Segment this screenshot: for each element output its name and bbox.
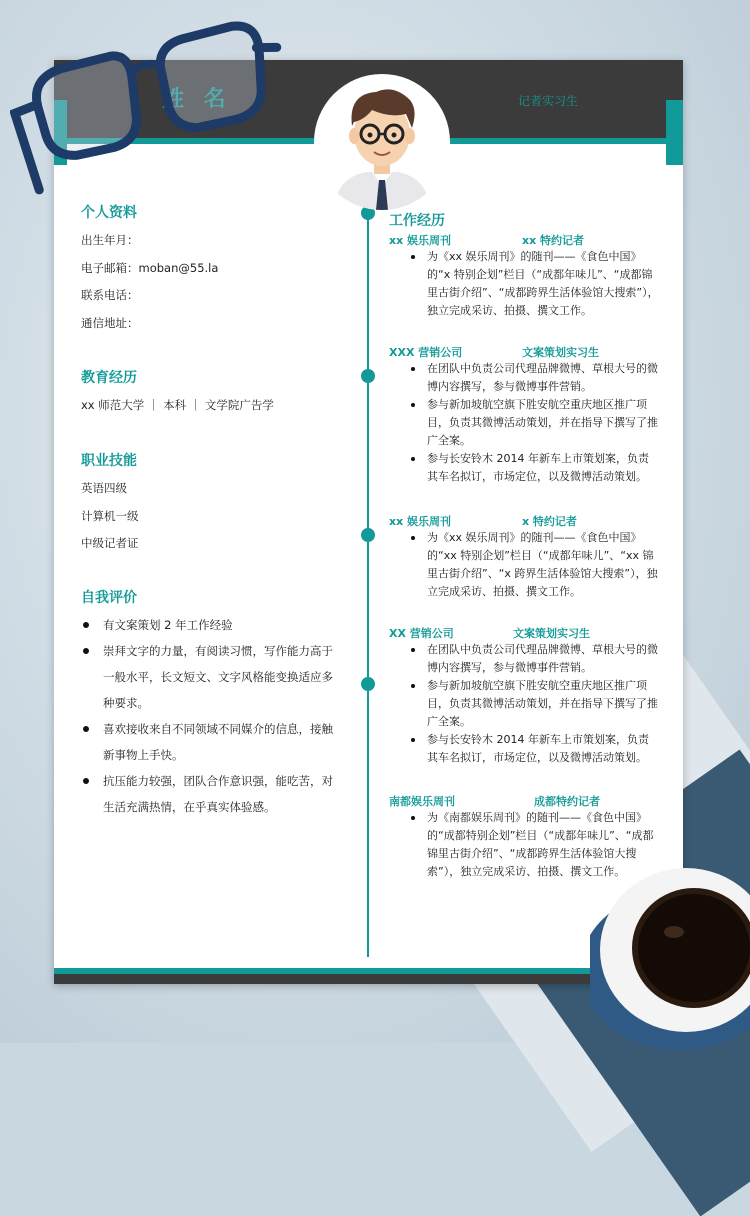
self-eval-item: 崇拜文字的力量，有阅读习惯，写作能力高于一般水平，长文短文、文字风格能变换适应多种要求。 bbox=[81, 638, 343, 716]
job-bullet: 参与长安铃木 2014 年新车上市策划案，负责其车名拟订，市场定位，以及微博活动策划。 bbox=[389, 731, 659, 767]
job-role: x 特约记者 bbox=[522, 515, 577, 528]
job-header bbox=[389, 625, 659, 641]
self-eval-list bbox=[81, 612, 343, 820]
job-entry bbox=[389, 625, 659, 767]
job-bullets bbox=[389, 360, 659, 486]
section-title-education: 教育经历 bbox=[81, 370, 137, 386]
job-entry bbox=[389, 232, 659, 320]
skill-item: 计算机一级 bbox=[81, 509, 139, 523]
footer-band bbox=[54, 974, 683, 984]
job-bullet: 为《xx 娱乐周刊》的随刊——《食色中国》的“x 特别企划”栏目（“成都年味儿”、“成都锦里古街介绍”、“成都跨界生活体验馆大搜索”），独立完成采访、拍摄、撰文工作。 bbox=[389, 248, 659, 320]
job-role: 文案策划实习生 bbox=[522, 346, 599, 359]
job-header bbox=[389, 344, 659, 360]
job-role: 文案策划实习生 bbox=[513, 627, 590, 640]
job-bullet: 参与长安铃木 2014 年新车上市策划案，负责其车名拟订，市场定位，以及微博活动策划。 bbox=[389, 450, 659, 486]
job-bullets bbox=[389, 248, 659, 320]
skill-item: 中级记者证 bbox=[81, 536, 139, 550]
job-bullet: 在团队中负责公司代理品牌微博、草根大号的微博内容撰写，参与微博事件营销。 bbox=[389, 641, 659, 677]
job-entry bbox=[389, 513, 659, 601]
section-title-self-eval: 自我评价 bbox=[81, 590, 137, 606]
self-eval-item: 抗压能力较强，团队合作意识强，能吃苦，对生活充满热情，在乎真实体验感。 bbox=[81, 768, 343, 820]
section-title-profile: 个人资料 bbox=[81, 205, 137, 221]
header-accent-right bbox=[446, 138, 666, 144]
job-company: xx 娱乐周刊 bbox=[389, 515, 452, 528]
job-header bbox=[389, 793, 659, 809]
job-bullets bbox=[389, 641, 659, 767]
skill-item: 英语四级 bbox=[81, 481, 127, 495]
job-header bbox=[389, 232, 659, 248]
job-role: 成都特约记者 bbox=[534, 795, 600, 808]
resume-page bbox=[54, 60, 683, 984]
timeline-line bbox=[367, 202, 369, 957]
profile-birth: 出生年月： bbox=[81, 233, 139, 247]
job-company: XX 营销公司 bbox=[389, 627, 454, 640]
profile-phone: 联系电话： bbox=[81, 288, 139, 302]
education-line: xx 师范大学 ｜ 本科 ｜ 文学院广告学 bbox=[81, 398, 274, 412]
self-eval-item: 有文案策划 2 年工作经验 bbox=[81, 612, 343, 638]
profile-address: 通信地址： bbox=[81, 316, 139, 330]
timeline-dot bbox=[361, 528, 375, 542]
job-company: XXX 营销公司 bbox=[389, 346, 463, 359]
profile-email: 电子邮箱：moban@55.la bbox=[81, 261, 219, 275]
job-company: xx 娱乐周刊 bbox=[389, 234, 452, 247]
timeline-dot bbox=[361, 677, 375, 691]
job-bullet: 在团队中负责公司代理品牌微博、草根大号的微博内容撰写，参与微博事件营销。 bbox=[389, 360, 659, 396]
glasses-icon bbox=[10, 15, 290, 195]
job-bullet: 参与新加坡航空旗下胜安航空重庆地区推广项目，负责其微博活动策划，并在指导下撰写了推广全案。 bbox=[389, 677, 659, 731]
job-bullet: 为《南都娱乐周刊》的随刊——《食色中国》的“成都特别企划”栏目（“成都年味儿”、“成都锦里古街介绍”、“成都跨界生活体验馆大搜索”），独立完成采访、拍摄、撰文工作。 bbox=[389, 809, 659, 881]
job-title: 记者实习生 bbox=[518, 94, 579, 108]
job-entry bbox=[389, 344, 659, 486]
avatar bbox=[314, 74, 450, 210]
job-role: xx 特约记者 bbox=[522, 234, 585, 247]
section-title-work: 工作经历 bbox=[389, 213, 445, 229]
section-title-skills: 职业技能 bbox=[81, 453, 137, 469]
timeline-dot bbox=[361, 369, 375, 383]
job-bullets bbox=[389, 529, 659, 601]
coffee-cup-icon bbox=[590, 820, 750, 1060]
self-eval-item: 喜欢接收来自不同领域不同媒介的信息，接触新事物上手快。 bbox=[81, 716, 343, 768]
avatar-illustration bbox=[314, 74, 450, 210]
header-tab-right bbox=[666, 100, 683, 165]
job-bullet: 参与新加坡航空旗下胜安航空重庆地区推广项目，负责其微博活动策划，并在指导下撰写了推广全案。 bbox=[389, 396, 659, 450]
job-bullet: 为《xx 娱乐周刊》的随刊——《食色中国》的“xx 特别企划”栏目（“成都年味儿”、“xx 锦里古街介绍”、“x 跨界生活体验馆大搜索”），独立完成采访、拍摄、撰文工作。 bbox=[389, 529, 659, 601]
job-header bbox=[389, 513, 659, 529]
job-company: 南都娱乐周刊 bbox=[389, 795, 455, 808]
